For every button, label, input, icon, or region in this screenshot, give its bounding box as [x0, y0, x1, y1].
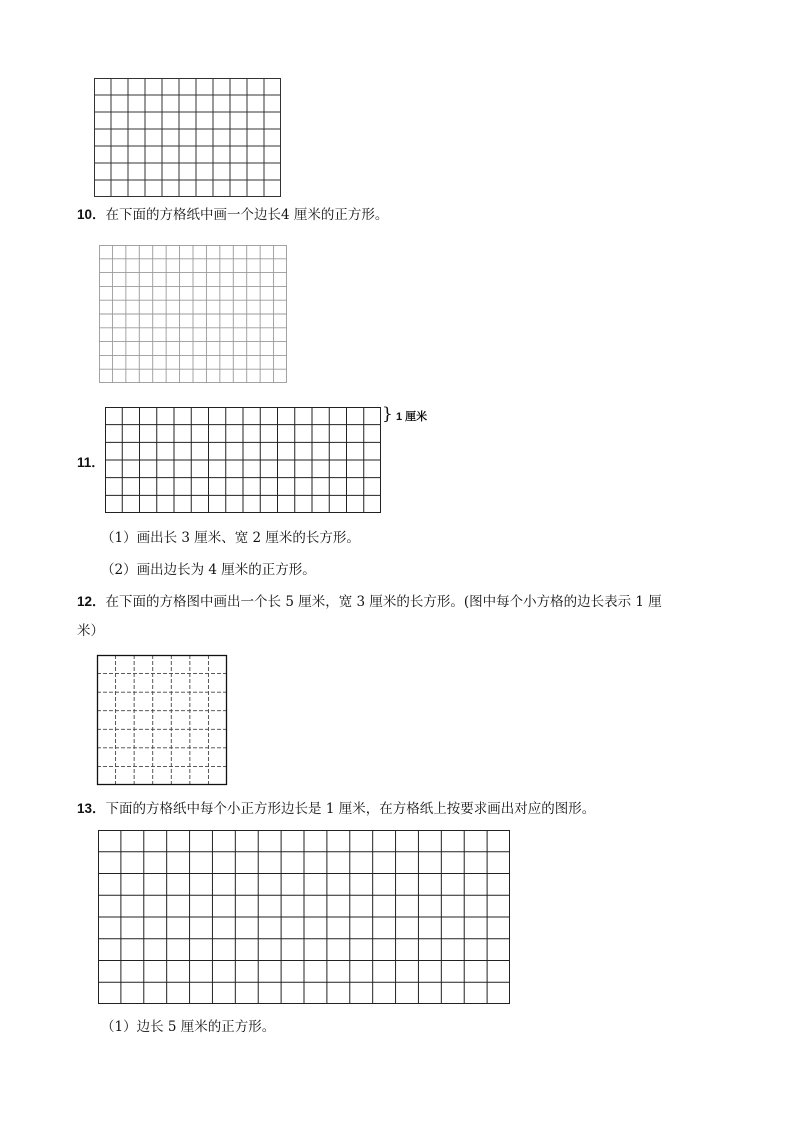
question-12-text-line1: 在下面的方格图中画出一个长 5 厘米，宽 3 厘米的长方形。(图中每个小方格的边长表示 1 厘: [105, 594, 662, 610]
question-11-sub-1: （1）画出长 3 厘米、宽 2 厘米的长方形。: [101, 530, 360, 546]
question-12: [77, 592, 662, 612]
grid-top-carryover: [94, 78, 281, 197]
unit-label-1cm: 1 厘米: [396, 411, 428, 423]
grid-question-10: [99, 245, 287, 383]
question-10: [77, 205, 388, 225]
grid-border: [98, 656, 227, 785]
grid-question-11: [105, 407, 381, 513]
question-12-text-line2: 米）: [77, 623, 104, 639]
question-13-number: 13．: [77, 801, 106, 816]
grid-question-12-dashed: [97, 655, 227, 785]
question-11-number: 11．: [77, 455, 105, 470]
grid-question-13: [98, 830, 510, 1004]
brace-icon: }: [382, 404, 393, 424]
question-13-sub-1: （1）边长 5 厘米的正方形。: [101, 1019, 276, 1035]
question-13-text: 下面的方格纸中每个小正方形边长是 1 厘米，在方格纸上按要求画出对应的图形。: [105, 801, 596, 817]
grid-border: [95, 79, 281, 197]
question-13: [77, 799, 595, 819]
question-10-number: 10．: [77, 207, 106, 222]
question-12-number: 12．: [77, 594, 106, 609]
question-10-text: 在下面的方格纸中画一个边长4 厘米的正方形。: [105, 207, 389, 223]
question-11-sub-2: （2）画出边长为 4 厘米的正方形。: [101, 562, 316, 578]
